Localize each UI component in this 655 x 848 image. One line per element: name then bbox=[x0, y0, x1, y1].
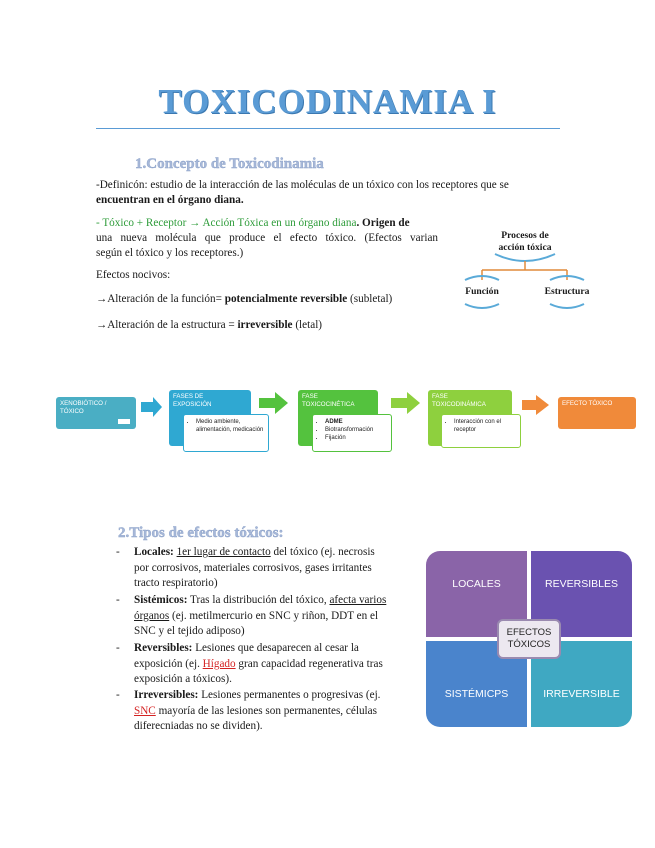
effect-structure-suffix: (letal) bbox=[292, 319, 323, 331]
flow-box2-item: • Medio ambiente, alimentación, medicación bbox=[196, 418, 264, 434]
type-sistemicos: - Sistémicos: Tras la distribución del tóxico, afecta varios órganos (ej. metilmercurio en SNC y riñon, DDT en el SNC y el tejido adiposo) bbox=[118, 593, 418, 640]
flow-arrow-4 bbox=[522, 395, 550, 415]
type-locales: - Locales: 1er lugar de contacto del tóxico (ej. necrosis por corrosivos, materiales corrosivos, gases irritantes tracto respiratorio) bbox=[118, 545, 418, 592]
flow-box4-title: FASE TOXICODINÁMICA bbox=[432, 393, 486, 408]
effect-structure-prefix: →Alteración de la estructura = bbox=[96, 319, 238, 331]
effect-function-bold: potencialmente reversible bbox=[224, 293, 348, 305]
flow-box4-detail bbox=[441, 414, 521, 448]
org-left: Función bbox=[465, 286, 499, 297]
type-irreversibles: - Irreversibles: Lesiones permanentes o progresivas (ej. SNC mayoría de las lesiones son permanentes, células diferecniadas no se dividen). bbox=[118, 688, 418, 735]
flow-box3-item: • Biotransformación bbox=[325, 426, 387, 434]
irreversibles-label: Irreversibles: bbox=[134, 689, 199, 701]
effect-function-prefix: →Alteración de la función= bbox=[96, 293, 225, 305]
formula-line3: según el tóxico y los receptores.) bbox=[96, 247, 244, 259]
reversibles-label: Reversibles: bbox=[134, 642, 193, 654]
locales-line2: por corrosivos, materiales corrosivos, gases irritantes bbox=[134, 561, 372, 574]
effect-function-suffix: (subletal) bbox=[347, 293, 393, 305]
sistemicos-line3: SNC y el tejido adiposo) bbox=[134, 625, 245, 638]
flow-box4-item: • Interacción con el receptor bbox=[454, 418, 516, 434]
flow-box1-label: XENOBIÓTICO / TÓXICO bbox=[60, 400, 107, 415]
sistemicos-label: Sistémicos: bbox=[134, 594, 188, 606]
reversibles-text-2: exposición (ej. bbox=[134, 657, 203, 670]
org-root-line2: acción tóxica bbox=[498, 242, 552, 253]
locales-line3: tracto respiratorio) bbox=[134, 577, 218, 590]
org-root bbox=[485, 230, 565, 254]
definition-line2: encuentran en el órgano diana. bbox=[96, 194, 244, 206]
effect-structure bbox=[96, 318, 322, 333]
matrix-bottom-left-label: SISTÉMICPS bbox=[444, 688, 509, 700]
flow-box3-item: • Fijación bbox=[325, 434, 387, 442]
definition-paragraph bbox=[96, 178, 566, 208]
section2-heading: 2.Tipos de efectos tóxicos: bbox=[118, 525, 284, 541]
effect-function bbox=[96, 292, 392, 307]
locales-text: del tóxico (ej. necrosis bbox=[270, 546, 375, 558]
irreversibles-line3: diferecniadas no se dividen). bbox=[134, 720, 263, 733]
flow-arrow-2 bbox=[259, 392, 289, 414]
reversibles-line3: exposición a tóxicos). bbox=[134, 673, 232, 686]
matrix-center-line2: TÓXICOS bbox=[507, 639, 551, 650]
flow-box2-detail bbox=[183, 414, 269, 452]
effect-structure-bold: irreversible bbox=[237, 319, 293, 331]
effects-label: Efectos nocivos: bbox=[96, 269, 171, 281]
org-root-line1: Procesos de bbox=[501, 230, 549, 241]
flow-box5-label: EFECTO TÓXICO bbox=[562, 400, 613, 407]
page-title: TOXICODINAMIA I bbox=[158, 82, 497, 121]
flow-box1-marker bbox=[118, 419, 130, 424]
sistemicos-underlined-2: órganos bbox=[134, 609, 170, 622]
reversibles-highlight: Hígado bbox=[202, 657, 236, 670]
reversibles-text: Lesiones que desaparecen al cesar la bbox=[192, 642, 359, 654]
matrix-center bbox=[497, 619, 561, 659]
irreversibles-text-2: mayoría de las lesiones son permanentes, células bbox=[155, 704, 377, 717]
locales-underlined: 1er lugar de contacto bbox=[176, 546, 271, 558]
flow-box-effect bbox=[558, 397, 636, 429]
flow-box3-title: FASE TOXICOCINÉTICA bbox=[302, 393, 355, 408]
matrix-bottom-right-label: IRREVERSIBLE bbox=[543, 688, 620, 700]
matrix-top-right-label: REVERSIBLES bbox=[545, 578, 618, 590]
section1-heading: 1.Concepto de Toxicodinamia bbox=[135, 156, 324, 172]
formula-green-text: - Tóxico + Receptor → Acción Tóxica en un órgano diana bbox=[96, 217, 357, 229]
flow-box-xenobiotic bbox=[56, 397, 136, 429]
type-reversibles: - Reversibles: Lesiones que desaparecen al cesar la exposición (ej. Hígado gran capacidad regenerativa tras exposición a tóxicos). bbox=[118, 641, 418, 688]
definition-line1: -Definicón: estudio de la interacción de las moléculas de un tóxico con los receptores que se bbox=[96, 179, 509, 191]
sistemicos-text: Tras la distribución del tóxico, bbox=[187, 594, 330, 606]
flow-box3-detail bbox=[312, 414, 392, 452]
sistemicos-underlined: afecta varios bbox=[329, 594, 387, 606]
reversibles-text-3: gran capacidad regenerativa tras bbox=[235, 657, 383, 670]
flow-arrow-1 bbox=[141, 397, 163, 417]
matrix-center-line1: EFECTOS bbox=[506, 627, 552, 638]
irreversibles-text: Lesiones permanentes o progresivas (ej. bbox=[198, 689, 381, 701]
flow-arrow-3 bbox=[391, 392, 421, 414]
flow-box2-title: FASES DE EXPOSICIÓN bbox=[173, 393, 212, 408]
flow-box3-item: • ADME bbox=[325, 418, 387, 426]
formula-paragraph bbox=[96, 216, 438, 261]
irreversibles-highlight: SNC bbox=[134, 704, 156, 717]
formula-line2: una nueva molécula que produce el efecto tóxico. (Efectos varian bbox=[96, 232, 438, 244]
formula-rest-text: . Origen de bbox=[356, 217, 410, 229]
org-right: Estructura bbox=[544, 286, 590, 297]
locales-label: Locales: bbox=[134, 546, 174, 558]
sistemicos-text-2: (ej. metilmercurio en SNC y riñon, DDT en el bbox=[169, 609, 379, 622]
matrix-top-left-label: LOCALES bbox=[452, 578, 501, 590]
title-divider bbox=[96, 128, 560, 129]
